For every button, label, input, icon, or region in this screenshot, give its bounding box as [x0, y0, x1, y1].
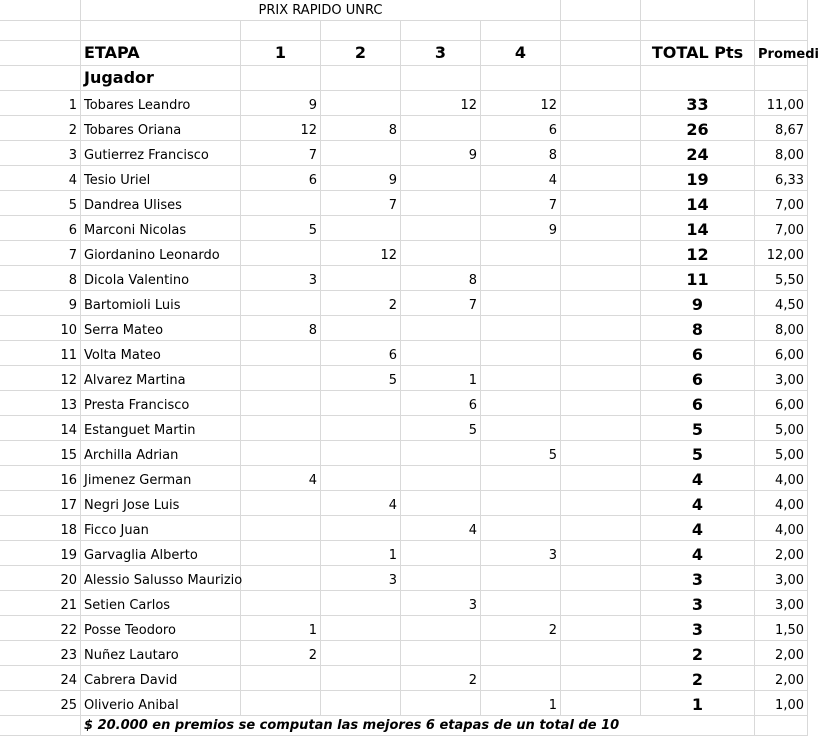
stage-2-points[interactable]: [321, 616, 401, 641]
stage-2-points[interactable]: [321, 591, 401, 616]
empty-cell[interactable]: [561, 266, 641, 291]
average-points[interactable]: 2,00: [755, 666, 808, 691]
empty-cell[interactable]: [755, 21, 808, 41]
stage-1-points[interactable]: [241, 366, 321, 391]
total-points[interactable]: 26: [641, 116, 755, 141]
empty-cell[interactable]: [561, 341, 641, 366]
stage-3-points[interactable]: 8: [401, 266, 481, 291]
empty-cell[interactable]: [561, 591, 641, 616]
player-position[interactable]: 18: [0, 516, 81, 541]
stage-2-points[interactable]: [321, 466, 401, 491]
header-stage-4[interactable]: 4: [481, 41, 561, 66]
stage-2-points[interactable]: [321, 516, 401, 541]
empty-cell[interactable]: [561, 641, 641, 666]
player-position[interactable]: 15: [0, 441, 81, 466]
stage-2-points[interactable]: [321, 416, 401, 441]
total-points[interactable]: 4: [641, 516, 755, 541]
total-points[interactable]: 14: [641, 191, 755, 216]
stage-4-points[interactable]: [481, 391, 561, 416]
empty-cell[interactable]: [641, 66, 755, 91]
player-name[interactable]: Posse Teodoro: [81, 616, 241, 641]
player-name[interactable]: Tesio Uriel: [81, 166, 241, 191]
player-position[interactable]: 6: [0, 216, 81, 241]
stage-1-points[interactable]: [241, 666, 321, 691]
header-etapa[interactable]: ETAPA: [81, 41, 241, 66]
empty-cell[interactable]: [0, 66, 81, 91]
empty-cell[interactable]: [641, 0, 755, 21]
player-name[interactable]: Dicola Valentino: [81, 266, 241, 291]
stage-4-points[interactable]: 3: [481, 541, 561, 566]
empty-cell[interactable]: [0, 716, 81, 736]
empty-cell[interactable]: [561, 516, 641, 541]
empty-cell[interactable]: [561, 191, 641, 216]
stage-3-points[interactable]: 4: [401, 516, 481, 541]
stage-2-points[interactable]: 1: [321, 541, 401, 566]
header-total-pts[interactable]: TOTAL Pts: [641, 41, 755, 66]
stage-2-points[interactable]: 3: [321, 566, 401, 591]
stage-3-points[interactable]: [401, 241, 481, 266]
stage-1-points[interactable]: 2: [241, 641, 321, 666]
empty-cell[interactable]: [401, 66, 481, 91]
stage-4-points[interactable]: [481, 316, 561, 341]
total-points[interactable]: 11: [641, 266, 755, 291]
stage-3-points[interactable]: 7: [401, 291, 481, 316]
stage-2-points[interactable]: [321, 441, 401, 466]
stage-3-points[interactable]: [401, 316, 481, 341]
player-name[interactable]: Serra Mateo: [81, 316, 241, 341]
stage-4-points[interactable]: [481, 416, 561, 441]
empty-cell[interactable]: [481, 21, 561, 41]
empty-cell[interactable]: [561, 0, 641, 21]
header-stage-2[interactable]: 2: [321, 41, 401, 66]
total-points[interactable]: 24: [641, 141, 755, 166]
empty-cell[interactable]: [641, 21, 755, 41]
header-promedio[interactable]: Promedi: [755, 41, 808, 66]
total-points[interactable]: 5: [641, 441, 755, 466]
player-name[interactable]: Tobares Oriana: [81, 116, 241, 141]
player-position[interactable]: 16: [0, 466, 81, 491]
player-position[interactable]: 20: [0, 566, 81, 591]
empty-cell[interactable]: [321, 21, 401, 41]
empty-cell[interactable]: [561, 441, 641, 466]
empty-cell[interactable]: [561, 116, 641, 141]
player-name[interactable]: Giordanino Leonardo: [81, 241, 241, 266]
player-position[interactable]: 3: [0, 141, 81, 166]
stage-2-points[interactable]: [321, 91, 401, 116]
stage-4-points[interactable]: 5: [481, 441, 561, 466]
stage-1-points[interactable]: [241, 191, 321, 216]
stage-4-points[interactable]: [481, 641, 561, 666]
average-points[interactable]: 8,00: [755, 141, 808, 166]
empty-cell[interactable]: [561, 241, 641, 266]
stage-3-points[interactable]: [401, 216, 481, 241]
player-position[interactable]: 1: [0, 91, 81, 116]
stage-3-points[interactable]: [401, 166, 481, 191]
stage-2-points[interactable]: [321, 691, 401, 716]
stage-1-points[interactable]: 6: [241, 166, 321, 191]
stage-3-points[interactable]: [401, 191, 481, 216]
stage-2-points[interactable]: 7: [321, 191, 401, 216]
stage-3-points[interactable]: 2: [401, 666, 481, 691]
stage-2-points[interactable]: [321, 141, 401, 166]
stage-1-points[interactable]: [241, 516, 321, 541]
stage-4-points[interactable]: 1: [481, 691, 561, 716]
stage-1-points[interactable]: 12: [241, 116, 321, 141]
total-points[interactable]: 4: [641, 541, 755, 566]
player-position[interactable]: 7: [0, 241, 81, 266]
player-name[interactable]: Marconi Nicolas: [81, 216, 241, 241]
empty-cell[interactable]: [561, 66, 641, 91]
stage-3-points[interactable]: 3: [401, 591, 481, 616]
average-points[interactable]: 2,00: [755, 541, 808, 566]
player-position[interactable]: 13: [0, 391, 81, 416]
stage-2-points[interactable]: 12: [321, 241, 401, 266]
stage-4-points[interactable]: [481, 666, 561, 691]
empty-cell[interactable]: [561, 541, 641, 566]
stage-1-points[interactable]: [241, 691, 321, 716]
header-stage-3[interactable]: 3: [401, 41, 481, 66]
stage-1-points[interactable]: [241, 566, 321, 591]
empty-cell[interactable]: [241, 66, 321, 91]
header-stage-1[interactable]: 1: [241, 41, 321, 66]
average-points[interactable]: 1,00: [755, 691, 808, 716]
stage-4-points[interactable]: [481, 366, 561, 391]
stage-4-points[interactable]: [481, 266, 561, 291]
stage-1-points[interactable]: 7: [241, 141, 321, 166]
average-points[interactable]: 11,00: [755, 91, 808, 116]
stage-4-points[interactable]: 12: [481, 91, 561, 116]
empty-cell[interactable]: [561, 616, 641, 641]
empty-cell[interactable]: [561, 91, 641, 116]
player-position[interactable]: 5: [0, 191, 81, 216]
stage-4-points[interactable]: [481, 291, 561, 316]
empty-cell[interactable]: [561, 21, 641, 41]
stage-4-points[interactable]: [481, 241, 561, 266]
total-points[interactable]: 14: [641, 216, 755, 241]
empty-cell[interactable]: [561, 141, 641, 166]
player-name[interactable]: Oliverio Anibal: [81, 691, 241, 716]
empty-cell[interactable]: [755, 716, 808, 736]
stage-4-points[interactable]: 6: [481, 116, 561, 141]
player-position[interactable]: 14: [0, 416, 81, 441]
average-points[interactable]: 6,00: [755, 341, 808, 366]
player-name[interactable]: Nuñez Lautaro: [81, 641, 241, 666]
player-position[interactable]: 17: [0, 491, 81, 516]
total-points[interactable]: 9: [641, 291, 755, 316]
stage-3-points[interactable]: 5: [401, 416, 481, 441]
stage-4-points[interactable]: [481, 566, 561, 591]
average-points[interactable]: 3,00: [755, 566, 808, 591]
empty-cell[interactable]: [241, 21, 321, 41]
stage-4-points[interactable]: 2: [481, 616, 561, 641]
empty-cell[interactable]: [561, 216, 641, 241]
stage-2-points[interactable]: [321, 216, 401, 241]
player-name[interactable]: Tobares Leandro: [81, 91, 241, 116]
total-points[interactable]: 33: [641, 91, 755, 116]
stage-3-points[interactable]: 1: [401, 366, 481, 391]
sheet-title[interactable]: PRIX RAPIDO UNRC: [81, 0, 561, 21]
total-points[interactable]: 3: [641, 591, 755, 616]
player-name[interactable]: Negri Jose Luis: [81, 491, 241, 516]
stage-3-points[interactable]: [401, 491, 481, 516]
total-points[interactable]: 2: [641, 666, 755, 691]
empty-cell[interactable]: [561, 41, 641, 66]
stage-3-points[interactable]: [401, 466, 481, 491]
player-name[interactable]: Ficco Juan: [81, 516, 241, 541]
player-position[interactable]: 22: [0, 616, 81, 641]
player-name[interactable]: Gutierrez Francisco: [81, 141, 241, 166]
empty-cell[interactable]: [561, 391, 641, 416]
stage-4-points[interactable]: [481, 466, 561, 491]
stage-2-points[interactable]: [321, 316, 401, 341]
stage-4-points[interactable]: [481, 516, 561, 541]
stage-2-points[interactable]: 8: [321, 116, 401, 141]
player-position[interactable]: 23: [0, 641, 81, 666]
total-points[interactable]: 3: [641, 616, 755, 641]
empty-cell[interactable]: [755, 66, 808, 91]
average-points[interactable]: 1,50: [755, 616, 808, 641]
stage-4-points[interactable]: 8: [481, 141, 561, 166]
player-name[interactable]: Volta Mateo: [81, 341, 241, 366]
average-points[interactable]: 3,00: [755, 366, 808, 391]
player-name[interactable]: Estanguet Martin: [81, 416, 241, 441]
stage-1-points[interactable]: [241, 391, 321, 416]
stage-1-points[interactable]: [241, 341, 321, 366]
player-name[interactable]: Garvaglia Alberto: [81, 541, 241, 566]
average-points[interactable]: 5,50: [755, 266, 808, 291]
stage-3-points[interactable]: [401, 566, 481, 591]
average-points[interactable]: 12,00: [755, 241, 808, 266]
empty-cell[interactable]: [401, 21, 481, 41]
stage-1-points[interactable]: [241, 241, 321, 266]
average-points[interactable]: 4,00: [755, 466, 808, 491]
total-points[interactable]: 4: [641, 466, 755, 491]
total-points[interactable]: 6: [641, 366, 755, 391]
stage-1-points[interactable]: [241, 491, 321, 516]
stage-3-points[interactable]: [401, 441, 481, 466]
stage-3-points[interactable]: [401, 116, 481, 141]
stage-1-points[interactable]: 5: [241, 216, 321, 241]
stage-1-points[interactable]: 8: [241, 316, 321, 341]
total-points[interactable]: 4: [641, 491, 755, 516]
average-points[interactable]: 4,00: [755, 516, 808, 541]
average-points[interactable]: 6,00: [755, 391, 808, 416]
empty-cell[interactable]: [561, 491, 641, 516]
player-position[interactable]: 2: [0, 116, 81, 141]
stage-4-points[interactable]: [481, 491, 561, 516]
average-points[interactable]: 4,50: [755, 291, 808, 316]
stage-1-points[interactable]: [241, 541, 321, 566]
empty-cell[interactable]: [481, 66, 561, 91]
stage-2-points[interactable]: 4: [321, 491, 401, 516]
empty-cell[interactable]: [755, 0, 808, 21]
stage-1-points[interactable]: [241, 291, 321, 316]
player-name[interactable]: Alvarez Martina: [81, 366, 241, 391]
empty-cell[interactable]: [561, 291, 641, 316]
stage-3-points[interactable]: 9: [401, 141, 481, 166]
stage-1-points[interactable]: [241, 416, 321, 441]
empty-cell[interactable]: [561, 466, 641, 491]
empty-cell[interactable]: [561, 166, 641, 191]
empty-cell[interactable]: [561, 366, 641, 391]
stage-1-points[interactable]: 1: [241, 616, 321, 641]
stage-3-points[interactable]: [401, 641, 481, 666]
player-name[interactable]: Bartomioli Luis: [81, 291, 241, 316]
stage-4-points[interactable]: [481, 591, 561, 616]
total-points[interactable]: 19: [641, 166, 755, 191]
stage-4-points[interactable]: 9: [481, 216, 561, 241]
empty-cell[interactable]: [561, 566, 641, 591]
empty-cell[interactable]: [321, 66, 401, 91]
player-position[interactable]: 24: [0, 666, 81, 691]
player-position[interactable]: 8: [0, 266, 81, 291]
player-name[interactable]: Cabrera David: [81, 666, 241, 691]
player-position[interactable]: 25: [0, 691, 81, 716]
player-name[interactable]: Presta Francisco: [81, 391, 241, 416]
total-points[interactable]: 1: [641, 691, 755, 716]
player-position[interactable]: 19: [0, 541, 81, 566]
average-points[interactable]: 8,67: [755, 116, 808, 141]
average-points[interactable]: 4,00: [755, 491, 808, 516]
total-points[interactable]: 12: [641, 241, 755, 266]
stage-3-points[interactable]: 6: [401, 391, 481, 416]
average-points[interactable]: 7,00: [755, 216, 808, 241]
total-points[interactable]: 8: [641, 316, 755, 341]
stage-2-points[interactable]: 6: [321, 341, 401, 366]
player-name[interactable]: Jimenez German: [81, 466, 241, 491]
total-points[interactable]: 2: [641, 641, 755, 666]
footer-note[interactable]: $ 20.000 en premios se computan las mejores 6 etapas de un total de 10: [81, 716, 755, 736]
average-points[interactable]: 6,33: [755, 166, 808, 191]
player-name[interactable]: Dandrea Ulises: [81, 191, 241, 216]
stage-1-points[interactable]: 3: [241, 266, 321, 291]
average-points[interactable]: 7,00: [755, 191, 808, 216]
stage-2-points[interactable]: [321, 666, 401, 691]
stage-4-points[interactable]: [481, 341, 561, 366]
stage-2-points[interactable]: 5: [321, 366, 401, 391]
header-jugador[interactable]: Jugador: [81, 66, 241, 91]
stage-2-points[interactable]: 9: [321, 166, 401, 191]
stage-3-points[interactable]: [401, 341, 481, 366]
player-name[interactable]: Setien Carlos: [81, 591, 241, 616]
stage-1-points[interactable]: 4: [241, 466, 321, 491]
average-points[interactable]: 3,00: [755, 591, 808, 616]
player-name[interactable]: Alessio Salusso Maurizio: [81, 566, 241, 591]
stage-1-points[interactable]: 9: [241, 91, 321, 116]
total-points[interactable]: 6: [641, 391, 755, 416]
empty-cell[interactable]: [561, 666, 641, 691]
player-position[interactable]: 12: [0, 366, 81, 391]
total-points[interactable]: 5: [641, 416, 755, 441]
average-points[interactable]: 5,00: [755, 441, 808, 466]
stage-3-points[interactable]: [401, 691, 481, 716]
average-points[interactable]: 2,00: [755, 641, 808, 666]
empty-cell[interactable]: [81, 21, 241, 41]
player-position[interactable]: 9: [0, 291, 81, 316]
stage-1-points[interactable]: [241, 591, 321, 616]
stage-2-points[interactable]: [321, 391, 401, 416]
stage-3-points[interactable]: [401, 541, 481, 566]
player-position[interactable]: 11: [0, 341, 81, 366]
stage-2-points[interactable]: [321, 266, 401, 291]
average-points[interactable]: 8,00: [755, 316, 808, 341]
player-position[interactable]: 4: [0, 166, 81, 191]
stage-2-points[interactable]: [321, 641, 401, 666]
stage-3-points[interactable]: [401, 616, 481, 641]
stage-4-points[interactable]: 4: [481, 166, 561, 191]
player-name[interactable]: Archilla Adrian: [81, 441, 241, 466]
total-points[interactable]: 6: [641, 341, 755, 366]
empty-cell[interactable]: [561, 691, 641, 716]
empty-cell[interactable]: [561, 416, 641, 441]
average-points[interactable]: 5,00: [755, 416, 808, 441]
total-points[interactable]: 3: [641, 566, 755, 591]
player-position[interactable]: 21: [0, 591, 81, 616]
empty-cell[interactable]: [0, 21, 81, 41]
empty-cell[interactable]: [561, 316, 641, 341]
stage-2-points[interactable]: 2: [321, 291, 401, 316]
stage-1-points[interactable]: [241, 441, 321, 466]
stage-3-points[interactable]: 12: [401, 91, 481, 116]
empty-cell[interactable]: [0, 0, 81, 21]
stage-4-points[interactable]: 7: [481, 191, 561, 216]
player-position[interactable]: 10: [0, 316, 81, 341]
empty-cell[interactable]: [0, 41, 81, 66]
